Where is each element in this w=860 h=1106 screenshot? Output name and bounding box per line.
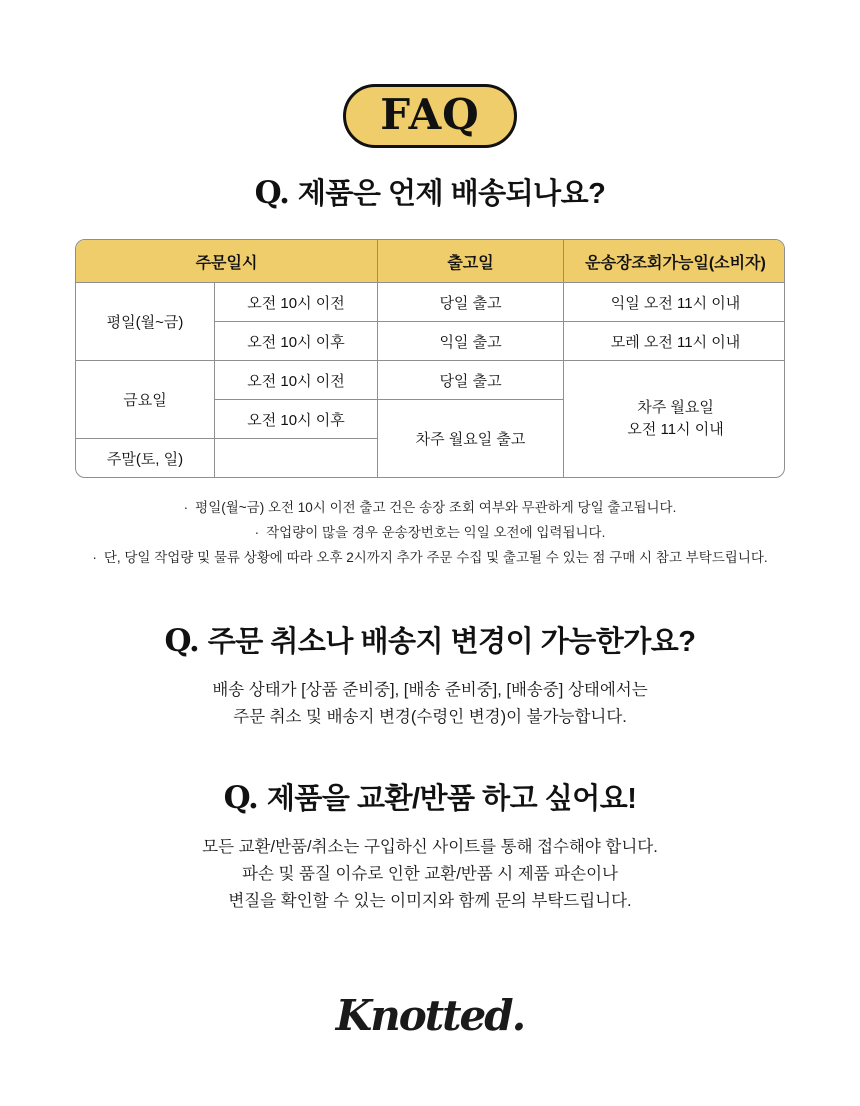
bullet-dot: · [183, 500, 189, 515]
cell-weekday-before10: 오전 10시 이전 [215, 283, 378, 322]
cell-friday-after10: 오전 10시 이후 [215, 400, 378, 439]
cell-friday-weekend-ship: 차주 월요일 출고 [378, 400, 564, 478]
shipping-schedule-table [75, 239, 785, 478]
note-text-3: 단, 당일 작업량 및 물류 상황에 따라 오후 2시까지 추가 주문 수집 및 출고될 수 있는 점 구매 시 참고 부탁드립니다. [103, 550, 768, 565]
bullet-dot: · [92, 550, 97, 565]
bullet-dot: · [254, 525, 260, 540]
faq-badge [343, 84, 517, 148]
question-1-title [255, 174, 606, 213]
answer-3-line-2: 파손 및 품질 이슈로 인한 교환/반품 시 제품 파손이나 [242, 865, 618, 883]
note-line-3 [92, 545, 767, 570]
question-1-text: 제품은 언제 배송되나요? [297, 178, 606, 210]
cell-friday-weekend-track-line1: 차주 월요일 [637, 399, 714, 416]
cell-weekday-before10-ship: 당일 출고 [378, 283, 564, 322]
answer-3-line-3: 변질을 확인할 수 있는 이미지와 함께 문의 부탁드립니다. [228, 892, 632, 910]
cell-weekday-after10-ship: 익일 출고 [378, 322, 564, 361]
question-3-prefix: Q. [223, 780, 258, 816]
question-1-prefix: Q. [254, 175, 289, 211]
note-text-2: 작업량이 많을 경우 운송장번호는 익일 오전에 입력됩니다. [266, 525, 606, 540]
table-row-weekday-before10 [76, 283, 786, 322]
question-3-title [224, 779, 637, 818]
col-header-tracking-date: 운송장조회가능일(소비자) [564, 240, 785, 283]
cell-weekday: 평일(월~금) [76, 283, 215, 361]
answer-2-line-2: 주문 취소 및 배송지 변경(수령인 변경)이 불가능합니다. [233, 708, 627, 726]
knotted-logo: Knotted. [335, 991, 525, 1040]
question-2-answer [212, 677, 647, 731]
col-header-ship-date: 출고일 [378, 240, 564, 283]
note-line-2 [255, 520, 606, 545]
question-3-text: 제품을 교환/반품 하고 싶어요! [266, 783, 637, 815]
cell-weekend-empty [215, 439, 378, 478]
question-2-prefix: Q. [164, 623, 199, 659]
cell-weekday-before10-track: 익일 오전 11시 이내 [564, 283, 785, 322]
answer-3-line-1: 모든 교환/반품/취소는 구입하신 사이트를 통해 접수해야 합니다. [202, 838, 658, 856]
table-header-row [76, 240, 786, 283]
question-2-title [165, 622, 696, 661]
cell-friday-before10: 오전 10시 이전 [215, 361, 378, 400]
cell-friday-weekend-track-line2: 오전 11시 이내 [627, 421, 724, 438]
cell-weekday-after10: 오전 10시 이후 [215, 322, 378, 361]
col-header-order-datetime: 주문일시 [76, 240, 378, 283]
note-line-1 [184, 495, 677, 520]
cell-friday-before10-ship: 당일 출고 [378, 361, 564, 400]
cell-weekday-after10-track: 모레 오전 11시 이내 [564, 322, 785, 361]
answer-2-line-1: 배송 상태가 [상품 준비중], [배송 준비중], [배송중] 상태에서는 [212, 681, 648, 699]
table-row-friday-before10 [76, 361, 786, 400]
note-text-1: 평일(월~금) 오전 10시 이전 출고 건은 송장 조회 여부와 무관하게 당일 출고됩니다. [195, 500, 677, 515]
shipping-notes [92, 495, 767, 570]
cell-friday-weekend-track [564, 361, 785, 478]
faq-badge-label: FAQ [380, 89, 480, 139]
cell-weekend: 주말(토, 일) [76, 439, 215, 478]
shipping-table [75, 239, 785, 478]
question-2-text: 주문 취소나 배송지 변경이 가능한가요? [207, 626, 696, 658]
cell-friday: 금요일 [76, 361, 215, 439]
question-3-answer [202, 834, 658, 915]
